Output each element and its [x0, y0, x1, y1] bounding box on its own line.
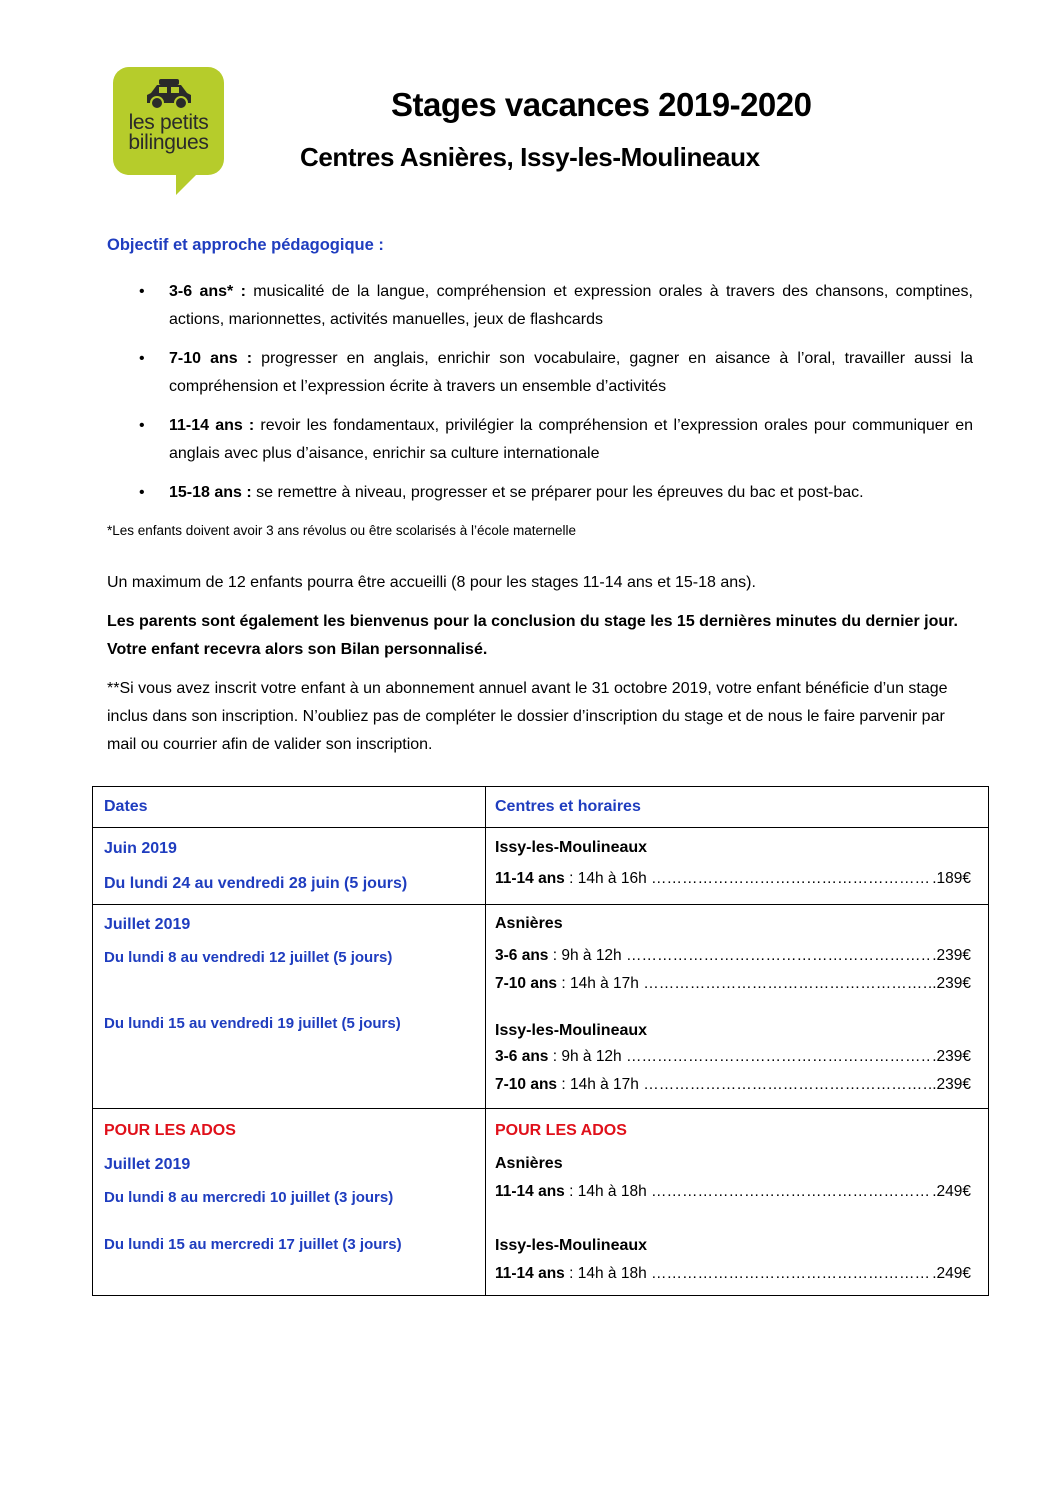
age-label: 7-10 ans : — [169, 350, 253, 367]
session-price: .249€ — [932, 1183, 971, 1200]
row3-session — [495, 1264, 971, 1284]
row2-period2: Du lundi 15 au vendredi 19 juillet (5 jours) — [104, 1015, 401, 1032]
age-description: revoir les fondamentaux, privilégier la compréhension et l’expression orales pour communiquer en anglais avec plus d’aisance, enrichir sa culture internationale — [169, 417, 973, 462]
row-divider — [93, 904, 988, 905]
objectives-list — [107, 278, 973, 518]
logo — [113, 67, 224, 195]
session-age: 11-14 ans — [495, 1183, 565, 1200]
row-divider — [93, 1108, 988, 1109]
session-age: 11-14 ans — [495, 870, 565, 887]
age-label: 11-14 ans : — [169, 417, 255, 434]
age-description: progresser en anglais, enrichir son vocabulaire, gagner en aisance à l’oral, travailler aussi la compréhension et l’expression écrite à travers un ensemble d’activités — [169, 350, 973, 395]
session-hours: : 14h à 18h — [564, 1183, 647, 1200]
age-label: 15-18 ans : — [169, 484, 252, 501]
age-label: 3-6 ans* : — [169, 283, 246, 300]
taxi-car-icon — [145, 79, 193, 111]
session-price: .189€ — [932, 870, 971, 887]
row2-period1: Du lundi 8 au vendredi 12 juillet (5 jours) — [104, 949, 393, 966]
row2-session — [495, 1075, 971, 1095]
session-hours: : 9h à 12h — [548, 1048, 622, 1065]
maximum-paragraph: Un maximum de 12 enfants pourra être accueilli (8 pour les stages 11-14 ans et 15-18 ans). — [107, 574, 756, 591]
session-age: 3-6 ans — [495, 947, 549, 964]
list-item — [107, 345, 973, 401]
row3-session — [495, 1182, 971, 1202]
subscription-paragraph: **Si vous avez inscrit votre enfant à un abonnement annuel avant le 31 octobre 2019, votre enfant bénéficie d’un stage inclus dans son inscription. N’oubliez pas de compléter le dossier d’inscription du stage et de nous le faire parvenir par mail ou courrier afin de valider son inscription. — [107, 680, 948, 753]
row3-period1: Du lundi 8 au mercredi 10 juillet (3 jours) — [104, 1189, 394, 1206]
session-age: 7-10 ans — [495, 975, 558, 992]
row3-label-left: POUR LES ADOS — [104, 1122, 236, 1139]
row2-session — [495, 946, 971, 966]
logo-text: les petits bilingues — [128, 111, 209, 154]
row2-month: Juillet 2019 — [104, 916, 191, 933]
header-dates: Dates — [104, 798, 148, 815]
row3-label-right: POUR LES ADOS — [495, 1122, 627, 1139]
objectives-heading: Objectif et approche pédagogique : — [107, 236, 384, 254]
row-divider — [93, 827, 988, 828]
page-subtitle: Centres Asnières, Issy-les-Moulineaux — [300, 142, 760, 172]
session-age: 3-6 ans — [495, 1048, 549, 1065]
row2-session — [495, 974, 971, 994]
session-age: 11-14 ans — [495, 1265, 565, 1282]
age-description: musicalité de la langue, compréhension et expression orales à travers des chansons, comptines, actions, marionnettes, activités manuelles, jeux de flashcards — [169, 283, 973, 328]
session-age: 7-10 ans — [495, 1076, 558, 1093]
session-price: .239€ — [932, 1076, 971, 1093]
list-item — [107, 412, 973, 468]
parents-paragraph: Les parents sont également les bienvenus pour la conclusion du stage les 15 dernières minutes du dernier jour. Votre enfant recevra alors son Bilan personnalisé. — [107, 613, 958, 658]
column-divider — [485, 787, 486, 1295]
row3-period2: Du lundi 15 au mercredi 17 juillet (3 jours) — [104, 1236, 402, 1253]
session-price: .239€ — [932, 1048, 971, 1065]
session-price: .239€ — [932, 947, 971, 964]
row1-month: Juin 2019 — [104, 840, 177, 857]
session-hours: : 14h à 17h — [557, 1076, 639, 1093]
list-item — [107, 479, 973, 507]
row1-centre: Issy-les-Moulineaux — [495, 839, 648, 856]
page-title: Stages vacances 2019-2020 — [391, 86, 812, 123]
session-hours: : 14h à 18h — [564, 1265, 647, 1282]
age-footnote: *Les enfants doivent avoir 3 ans révolus ou être scolarisés à l’école maternelle — [107, 523, 577, 538]
row2-session — [495, 1047, 971, 1067]
row3-centre1: Asnières — [495, 1155, 563, 1172]
row2-centre1: Asnières — [495, 915, 563, 932]
session-hours: : 14h à 17h — [557, 975, 639, 992]
age-description: se remettre à niveau, progresser et se préparer pour les épreuves du bac et post-bac. — [251, 484, 864, 501]
row3-month: Juillet 2019 — [104, 1156, 191, 1173]
session-price: .239€ — [932, 975, 971, 992]
header-centres: Centres et horaires — [495, 798, 641, 815]
row3-centre2: Issy-les-Moulineaux — [495, 1237, 648, 1254]
list-item — [107, 278, 973, 334]
session-hours: : 9h à 12h — [548, 947, 622, 964]
row1-session — [495, 869, 971, 889]
logo-speech-tail — [176, 171, 200, 195]
row2-centre2: Issy-les-Moulineaux — [495, 1022, 648, 1039]
session-price: .249€ — [932, 1265, 971, 1282]
row1-period: Du lundi 24 au vendredi 28 juin (5 jours) — [104, 875, 408, 892]
schedule-table — [92, 786, 989, 1296]
session-hours: : 14h à 16h — [564, 870, 647, 887]
